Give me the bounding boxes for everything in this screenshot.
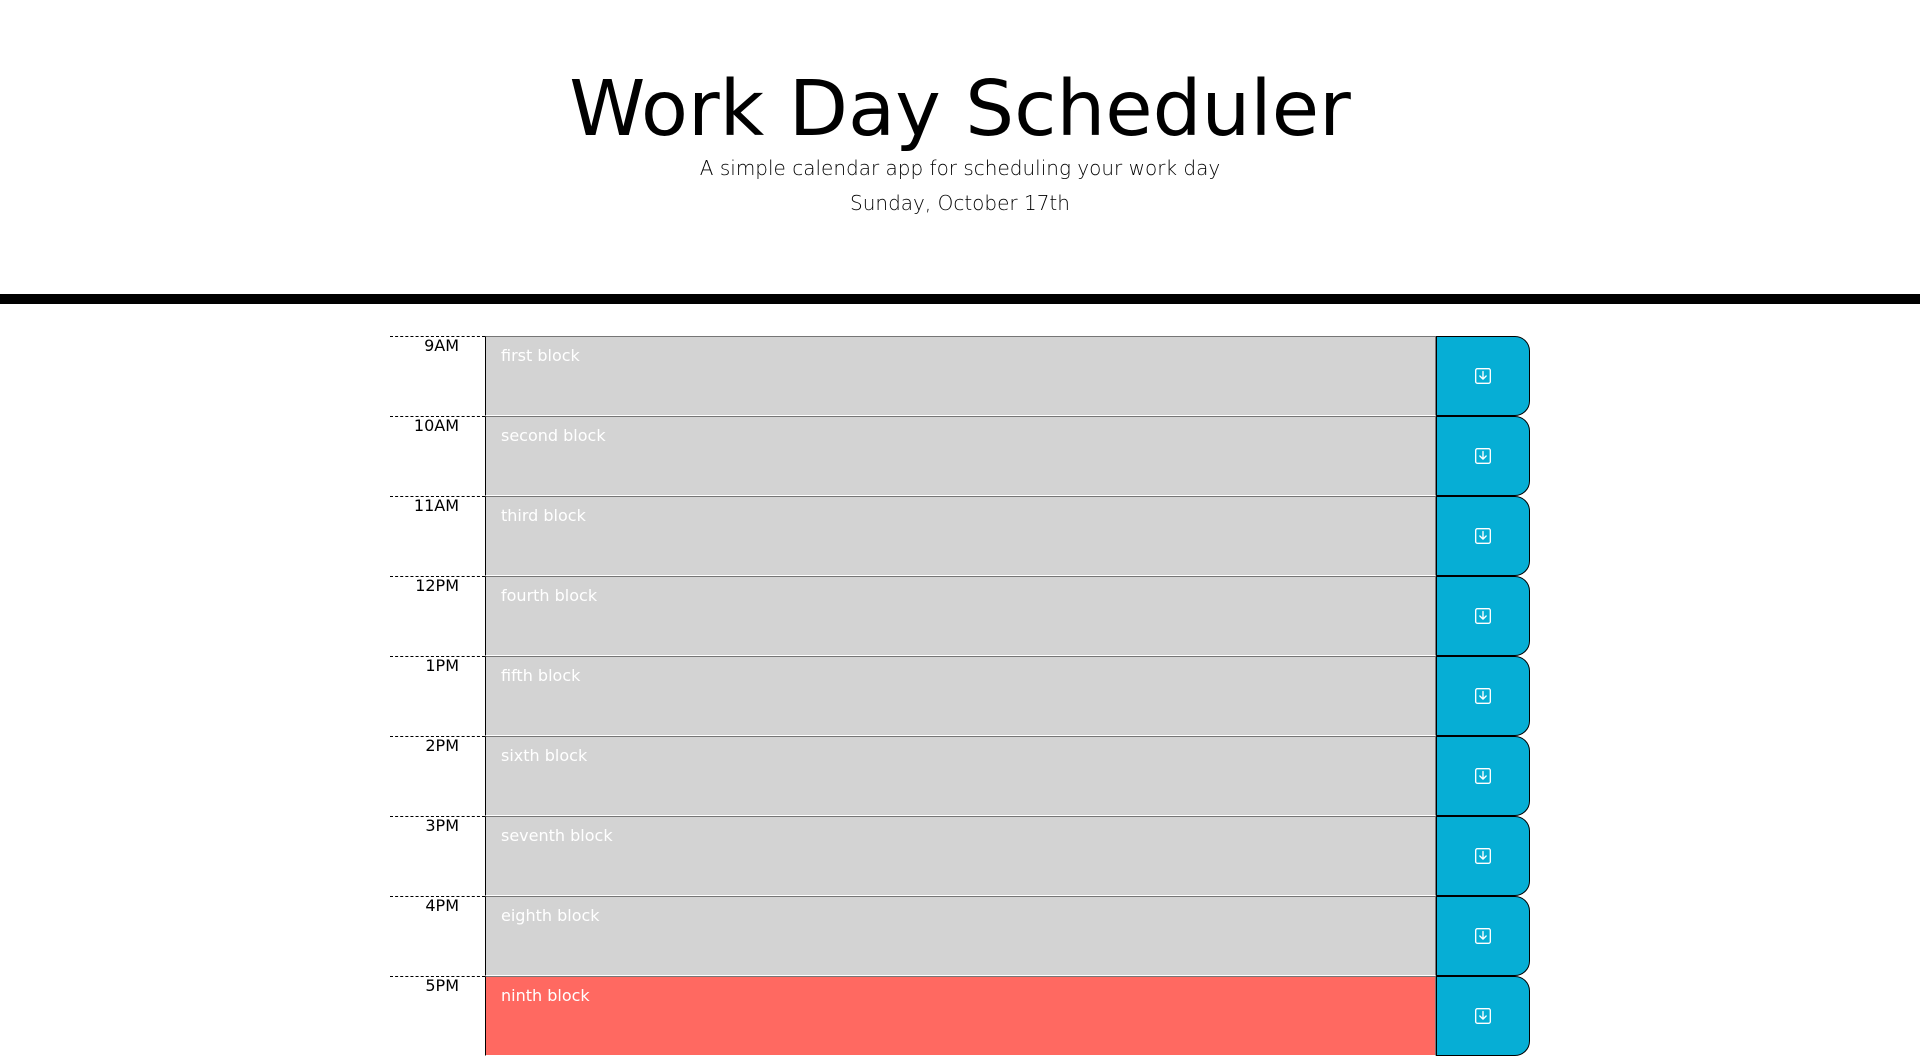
save-button[interactable]: [1436, 976, 1530, 1056]
time-block-row: [390, 576, 1530, 656]
save-icon: [1474, 1007, 1492, 1025]
save-icon: [1474, 607, 1492, 625]
description-textarea[interactable]: [485, 736, 1436, 816]
save-button[interactable]: [1436, 496, 1530, 576]
save-icon: [1474, 847, 1492, 865]
description-textarea[interactable]: [485, 336, 1436, 416]
description-textarea[interactable]: [485, 416, 1436, 496]
save-button[interactable]: [1436, 736, 1530, 816]
time-block-row: [390, 896, 1530, 976]
description-textarea[interactable]: [485, 816, 1436, 896]
page-title: Work Day Scheduler: [569, 65, 1351, 154]
current-day: Sunday, October 17th: [850, 191, 1070, 215]
time-block-row: [390, 816, 1530, 896]
description-textarea[interactable]: [485, 576, 1436, 656]
time-block-container: [390, 336, 1530, 1056]
description-textarea[interactable]: [485, 656, 1436, 736]
save-icon: [1474, 367, 1492, 385]
save-icon: [1474, 767, 1492, 785]
time-block-row: [390, 736, 1530, 816]
hour-label: 9AM: [390, 336, 485, 416]
hour-label: 12PM: [390, 576, 485, 656]
hour-label: 4PM: [390, 896, 485, 976]
hour-label: 3PM: [390, 816, 485, 896]
save-button[interactable]: [1436, 896, 1530, 976]
time-block-row: [390, 416, 1530, 496]
hour-label: 10AM: [390, 416, 485, 496]
description-textarea[interactable]: [485, 496, 1436, 576]
save-button[interactable]: [1436, 816, 1530, 896]
save-icon: [1474, 447, 1492, 465]
time-block-row: [390, 496, 1530, 576]
description-textarea[interactable]: [485, 976, 1436, 1056]
time-block-row: [390, 976, 1530, 1056]
hour-label: 2PM: [390, 736, 485, 816]
save-button[interactable]: [1436, 336, 1530, 416]
save-button[interactable]: [1436, 656, 1530, 736]
save-icon: [1474, 687, 1492, 705]
save-icon: [1474, 527, 1492, 545]
save-button[interactable]: [1436, 416, 1530, 496]
hour-label: 5PM: [390, 976, 485, 1056]
save-icon: [1474, 927, 1492, 945]
hour-label: 1PM: [390, 656, 485, 736]
page-subtitle: A simple calendar app for scheduling your work day: [699, 156, 1221, 180]
header: [0, 0, 1920, 304]
save-button[interactable]: [1436, 576, 1530, 656]
hour-label: 11AM: [390, 496, 485, 576]
description-textarea[interactable]: [485, 896, 1436, 976]
time-block-row: [390, 336, 1530, 416]
time-block-row: [390, 656, 1530, 736]
